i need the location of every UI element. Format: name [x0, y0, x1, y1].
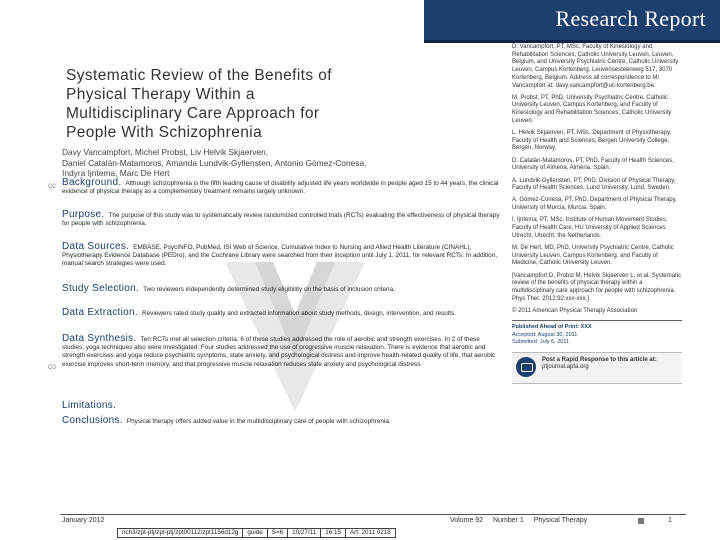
abstract-study-selection	[62, 285, 500, 294]
affiliations-column	[512, 44, 682, 384]
abstract-data-synthesis	[62, 335, 500, 369]
author-line: Indyra Ijntema, Marc De Hert	[62, 168, 170, 179]
footer-square-icon	[638, 518, 644, 524]
article-title	[66, 66, 486, 142]
published-ahead-label: Published Ahead of Print: XXX	[512, 324, 592, 331]
abstract-conclusions	[62, 417, 500, 426]
section-label: Conclusions.	[62, 415, 123, 426]
comment-icon	[516, 357, 536, 377]
affiliation-entry: L. Helvik Skjaerven, PT, MSc, Department of Physiotherapy, Faculty of Health and Sciences, Bergen University College, Bergen, Norway.	[512, 130, 672, 152]
article-title-line: Multidisciplinary Care Approach for	[66, 105, 320, 122]
submitted-date: Submitted: July 6, 2011	[512, 338, 570, 345]
author-line: Davy Vancampfort, Michel Probst, Liv Helvik Skjaerven,	[62, 147, 269, 157]
header-title: Research Report	[555, 6, 706, 31]
section-label: Limitations.	[62, 400, 117, 411]
slug-cell: S=6	[267, 528, 288, 538]
section-label: Purpose.	[62, 209, 105, 220]
section-text: Reviewers rated study quality and extracted information about study methods, design, intervention, and results.	[141, 310, 456, 317]
section-label: Data Sources.	[62, 241, 130, 252]
slug-cell: 16:15	[320, 528, 346, 538]
section-label: Study Selection.	[62, 283, 140, 294]
section-text: Two reviewers independently determined study eligibility on the basis of inclusion criteria.	[143, 286, 395, 293]
section-text: EMBASE, PsycINFO, PubMed, ISI Web of Science, Cumulative Index to Nursing and Allied Health Literature (CINAHL), Physiotherapy Evidence Database (PEDro), and the Cochrane Library were searched from their inception until July 1, 2011, for relevant RCTs. In addition, manual search strategies were used.	[62, 244, 498, 268]
footer-journal: Physical Therapy	[533, 517, 588, 524]
journal-header-bar	[424, 0, 720, 43]
section-label: Data Extraction.	[62, 307, 138, 318]
affiliation-entry: A. Gómez-Conesa, PT, PhD, Department of Physical Therapy, University of Murcia, Murcia, Spain.	[512, 197, 677, 212]
divider	[512, 320, 682, 321]
abstract-limitations	[62, 402, 500, 411]
article-title-line: People With Schizophrenia	[66, 124, 263, 141]
footer-date: January 2012	[62, 517, 105, 524]
article-title-line: Systematic Review of the Benefits of	[66, 67, 332, 84]
abstract-data-sources	[62, 243, 500, 269]
affiliation-entry: D. Catalán-Matamoros, PT, PhD, Faculty of Health Sciences, University of Almeria, Almeria, Spain.	[512, 157, 674, 172]
production-slug	[117, 528, 395, 538]
affiliation-entry: M. De Hert, MD, PhD, University Psychiatric Centre, Catholic University Leuven, Campus Kortenberg, and Faculty of Medicine, Catholic University Leuven.	[512, 244, 674, 267]
slug-cell: 10/27/11	[287, 528, 321, 538]
author-line: Daniel Catalán-Matamoros, Amanda Lundvik-Gyllensten, Antonio Gómez-Conesa,	[62, 157, 367, 168]
abstract-data-extraction	[62, 309, 500, 318]
footer-number: Number 1	[493, 517, 524, 524]
margin-query-mark: Q3	[48, 365, 57, 371]
abstract-purpose	[62, 211, 500, 228]
copyright-notice: © 2011 American Physical Therapy Association	[512, 307, 638, 314]
slug-cell: Art: 2011 0218	[345, 528, 396, 538]
citation-block: [Vancampfort D, Probst M, Helvik Skjaerven L, et al. Systematic review of the benefits of physical therapy within a multidisciplinary care approach for people with schizophrenia. Phys Ther. 2012;92:xxx-xxx.]	[512, 272, 681, 302]
publication-dates	[512, 332, 682, 346]
rapid-response-url[interactable]: ptjournal.apta.org	[542, 364, 589, 370]
rapid-response-box[interactable]	[512, 352, 682, 384]
section-text: Although schizophrenia is the fifth leading cause of disability adjusted life years worldwide in people aged 15 to 44 years, the clinical evidence of physical therapy as a complementary treatment remains largely unknown.	[62, 180, 499, 196]
slug-cell: rich3/zpt-ptj/zpt-ptj/zpt00112/zpt1156d12g	[117, 528, 243, 538]
footer-volume: Volume 92	[450, 517, 484, 524]
accepted-date: Accepted: August 30, 2011	[512, 331, 578, 338]
margin-query-mark: Q2	[48, 184, 57, 190]
footer-issue	[450, 517, 595, 524]
abstract-background	[62, 179, 500, 196]
footer-rule	[60, 514, 686, 515]
author-list	[62, 147, 502, 179]
affiliation-entry: M. Probst, PT, PhD, University Psychiatric Centre, Catholic University Leuven, Campus Kortenberg, and Faculty of Kinesiology and Rehabilitation Sciences, Catholic University Leuven.	[512, 94, 672, 124]
page-number: 1	[668, 517, 672, 524]
section-text: Physical therapy offers added value in the multidisciplinary care of people with schizophrenia.	[126, 418, 391, 425]
rapid-response-title: Post a Rapid Response to this article at:	[542, 356, 657, 363]
affiliation-entry: A. Lundvik-Gyllensten, PT, PhD, Division of Physical Therapy, Faculty of Health Sciences, Lund University, Lund, Sweden.	[512, 177, 676, 192]
affiliation-entry: I. Ijntema, PT, MSc, Institute of Human Movement Studies, Faculty of Health Care, HU University of Applied Sciences Utrecht, Utrecht, the Netherlands.	[512, 217, 668, 239]
section-label: Background.	[62, 177, 122, 188]
slug-cell: guide	[242, 528, 267, 538]
section-text: Ten RCTs met all selection criteria. 6 of these studies addressed the role of aerobic and strength exercises. In 2 of these studies, yoga techniques also were investigated. Four studies addressed the use of progressive muscle relaxation. There is evidence that aerobic and strength exercises and yoga reduce psychiatric symptoms, state anxiety, and psychological distress and improve health-related quality of life, that aerobic exercise improves short-term memory, and that progressive muscle relaxation reduces state anxiety and psychological distress.	[62, 336, 496, 368]
article-title-line: Physical Therapy Within a	[66, 86, 255, 103]
section-text: The purpose of this study was to systematically review randomized controlled trials (RCTs) evaluating the effectiveness of physical therapy for people with schizophrenia.	[62, 212, 500, 228]
rapid-response-text	[542, 357, 657, 371]
section-label: Data Synthesis.	[62, 333, 137, 344]
affiliation-entry: D. Vancampfort, PT, MSc, Faculty of Kinesiology and Rehabilitation Sciences, Catholic University Leuven, Leuven, Belgium, and University Psychiatric Centre, Catholic University Leuven, Campus Kortenberg, Leuvensesteenweg 517, 3070 Kortenberg, Belgium. Address all correspondence to Mr Vancampfort at: davy.vancampfort@uc-kortenberg.be.	[512, 44, 679, 89]
